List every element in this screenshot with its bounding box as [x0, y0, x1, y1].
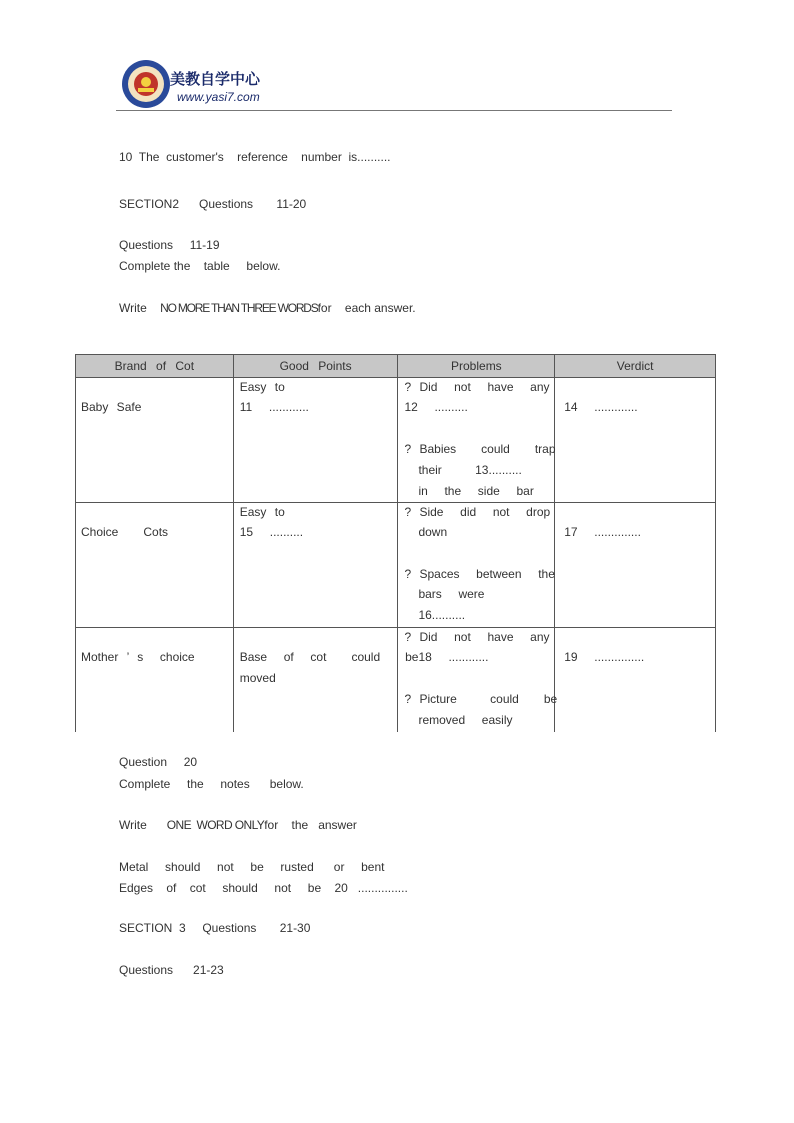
- problem-line: ? Babies could trap: [404, 442, 556, 456]
- verdict-blank: 17 ..............: [564, 525, 641, 539]
- problems-cell: [398, 628, 558, 733]
- write-suffix: for each answer.: [317, 301, 416, 315]
- section-2-questions: Questions: [199, 197, 254, 211]
- section-2-label: SECTION2: [119, 197, 180, 211]
- problem-blank: their 13..........: [418, 463, 522, 477]
- verdict-cell: [555, 378, 716, 503]
- problem-line: removed easily: [418, 713, 513, 727]
- verdict-blank: 19 ...............: [564, 650, 645, 664]
- questions-11-19-title: Questions 11-19: [119, 238, 220, 252]
- section-2-range: 11-20: [276, 197, 307, 211]
- header-brand: Brand of Cot: [76, 355, 234, 378]
- questions-11-19-word-limit: [119, 301, 416, 315]
- question-20-title: Question 20: [119, 755, 198, 769]
- header-rule: [116, 110, 672, 111]
- brand-name: Choice Cots: [81, 525, 169, 539]
- problem-line: ? Picture could be: [404, 692, 558, 706]
- problem-line: bars were: [418, 587, 485, 601]
- good-point-blank: 11 ............: [239, 400, 309, 414]
- cot-comparison-table: [75, 354, 716, 732]
- verdict-cell: [555, 628, 716, 733]
- problem-line: down: [418, 525, 448, 539]
- good-point-blank: 15 ..........: [239, 525, 304, 539]
- header-verdict: Verdict: [555, 355, 716, 378]
- table-row: [76, 628, 716, 733]
- good-points-cell: [233, 628, 419, 733]
- problem-line: ? Spaces between the: [404, 567, 555, 581]
- good-point-line: Easy to: [239, 380, 285, 394]
- table-header-row: [76, 355, 716, 378]
- problem-line: ? Side did not drop: [404, 505, 551, 519]
- note-line-2: Edges of cot should not be 20 ...............: [119, 881, 408, 895]
- brand-name: Baby Safe: [81, 400, 142, 414]
- header-good-points: Good Points: [233, 355, 398, 378]
- word-limit-emphasis: NO MORE THAN THREE WORDS: [160, 301, 318, 315]
- problem-blank: 16..........: [418, 608, 466, 622]
- section-3-heading: SECTION 3 Questions 21-30: [119, 921, 311, 935]
- question-20-instruction: Complete the notes below.: [119, 777, 304, 791]
- problem-blank: 18 ............: [418, 650, 489, 664]
- logo-chinese-text: 美教自学中心: [170, 70, 261, 88]
- write-suffix: for the answer: [264, 818, 357, 832]
- questions-11-19-instruction: Complete the table below.: [119, 259, 281, 273]
- brand-name: Mother ’ s choice: [81, 650, 195, 664]
- table-row: [76, 378, 716, 503]
- logo-url: www.yasi7.com: [177, 90, 260, 104]
- good-points-cell: [233, 378, 398, 503]
- word-limit-emphasis: ONE WORD ONLY: [166, 818, 265, 832]
- header-problems: Problems: [398, 355, 555, 378]
- brand-cell: [76, 378, 234, 503]
- good-point-line: Base of cot could be: [239, 650, 419, 664]
- section-2-heading: [119, 197, 306, 211]
- question-10: 10 The customer's reference number is..........: [119, 150, 391, 164]
- questions-21-23-title: Questions 21-23: [119, 963, 224, 977]
- problem-line: ? Did not have any: [404, 630, 550, 644]
- brand-cell: [76, 503, 234, 628]
- verdict-cell: [555, 503, 716, 628]
- problem-line: ? Did not have any: [404, 380, 550, 394]
- verdict-blank: 14 .............: [564, 400, 638, 414]
- good-point-line: Easy to: [239, 505, 285, 519]
- problem-blank: 12 ..........: [404, 400, 468, 414]
- problems-cell: [398, 378, 555, 503]
- problems-cell: [398, 503, 555, 628]
- good-points-cell: [233, 503, 398, 628]
- logo: [120, 58, 270, 110]
- brand-cell: [76, 628, 234, 733]
- write-prefix: Write: [119, 301, 147, 315]
- problem-line: in the side bar: [418, 484, 534, 498]
- write-prefix: Write: [119, 818, 147, 832]
- question-20-word-limit: [119, 818, 357, 832]
- table-row: [76, 503, 716, 628]
- good-point-line: moved: [239, 671, 276, 685]
- note-line-1: Metal should not be rusted or bent: [119, 860, 385, 874]
